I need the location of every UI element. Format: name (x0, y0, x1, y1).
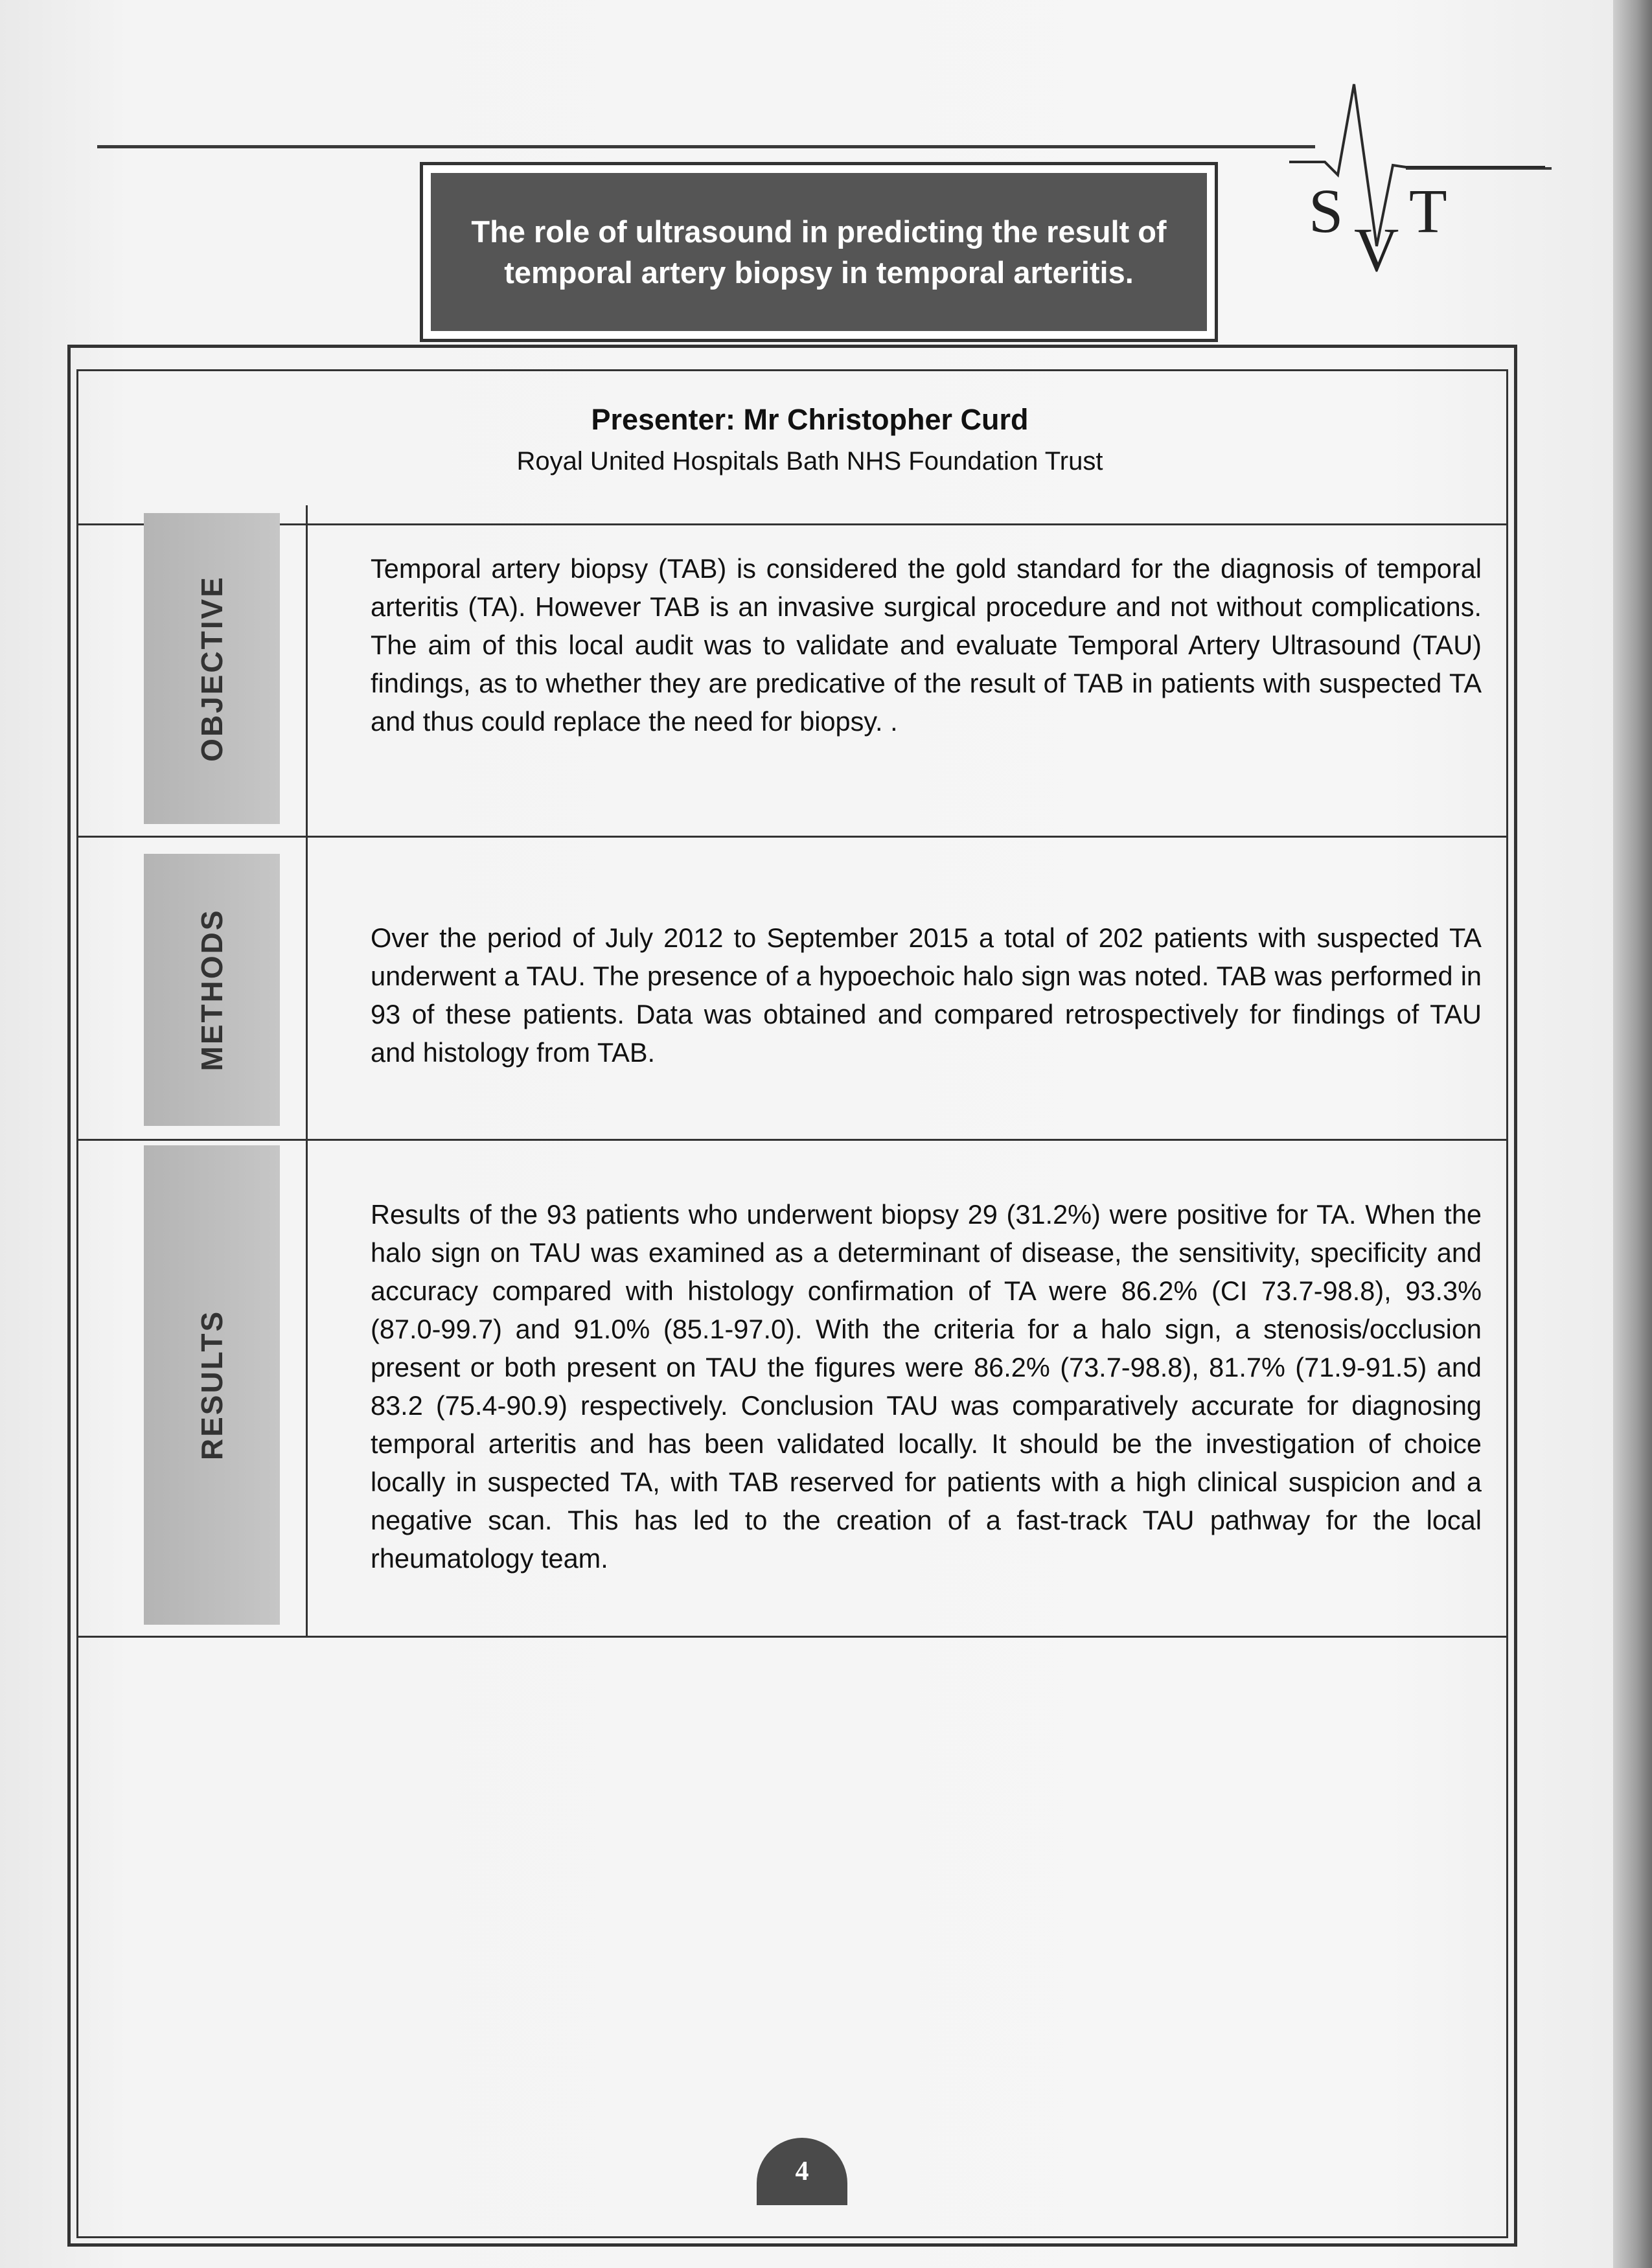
objective-label-block (144, 513, 280, 824)
divider-presenter (76, 523, 1508, 525)
page-title: The role of ultrasound in predicting the result of temporal artery biopsy in temporal arteritis. (471, 214, 1167, 290)
methods-label-block (144, 854, 280, 1126)
presenter-name: Presenter: Mr Christopher Curd (591, 403, 1029, 436)
title-box (420, 162, 1218, 342)
methods-label: METHODS (195, 908, 229, 1071)
results-text: Results of the 93 patients who underwent biopsy 29 (31.2%) were positive for TA. When the halo sign on TAU was examined as a determinant of disease, the sensitivity, specificity and accuracy compared with histology confirmation of TA were 86.2% (CI 73.7-98.8), 93.3% (87.0-99.7) and 91.0% (85.1-97.0). With the criteria for a halo sign, a stenosis/occlusion present or both present on TAU the figures were 86.2% (73.7-98.8), 81.7% (71.9-91.5) and 83.2 (75.4-90.9) respectively. Conclusion TAU was comparatively accurate for diagnosing temporal arteritis and has been validated locally. It should be the investigation of choice locally in suspected TA, with TAB reserved for patients with a high clinical suspicion and a negative scan. This has led to the creation of a fast-track TAU pathway for the local rheumatology team. (371, 1199, 1482, 1574)
title-banner (431, 173, 1207, 331)
presenter-organization: Royal United Hospitals Bath NHS Foundation Trust (516, 447, 1103, 475)
divider-methods (76, 1139, 1508, 1141)
logo-letter-t: T (1409, 176, 1447, 246)
logo-letter-v: V (1354, 215, 1399, 284)
presenter-block (194, 403, 1425, 476)
logo-letter-s: S (1309, 176, 1344, 246)
book-spine (1613, 0, 1652, 2268)
results-label-block (144, 1145, 280, 1625)
divider-results (76, 1636, 1508, 1638)
divider-objective (76, 836, 1508, 838)
objective-label: OBJECTIVE (195, 575, 229, 762)
page-number: 4 (757, 2138, 847, 2205)
objective-text: Temporal artery biopsy (TAB) is considered the gold standard for the diagnosis of temporal arteritis (TA). However TAB is an invasive surgical procedure and not without complications. The aim of this local audit was to validate and evaluate Temporal Artery Ultrasound (TAU) findings, as to whether they are predicative of the result of TAB in patients with suspected TA and thus could replace the need for biopsy. . (371, 553, 1482, 737)
svt-logo (1289, 78, 1561, 285)
header-rule (97, 145, 1315, 148)
results-label: RESULTS (195, 1309, 229, 1461)
label-column-divider (306, 505, 308, 1636)
methods-text: Over the period of July 2012 to September 2015 a total of 202 patients with suspected TA underwent a TAU. The presence of a hypoechoic halo sign was noted. TAB was performed in 93 of these patients. Data was obtained and compared retrospectively for findings of TAU and histology from TAB. (371, 922, 1482, 1068)
